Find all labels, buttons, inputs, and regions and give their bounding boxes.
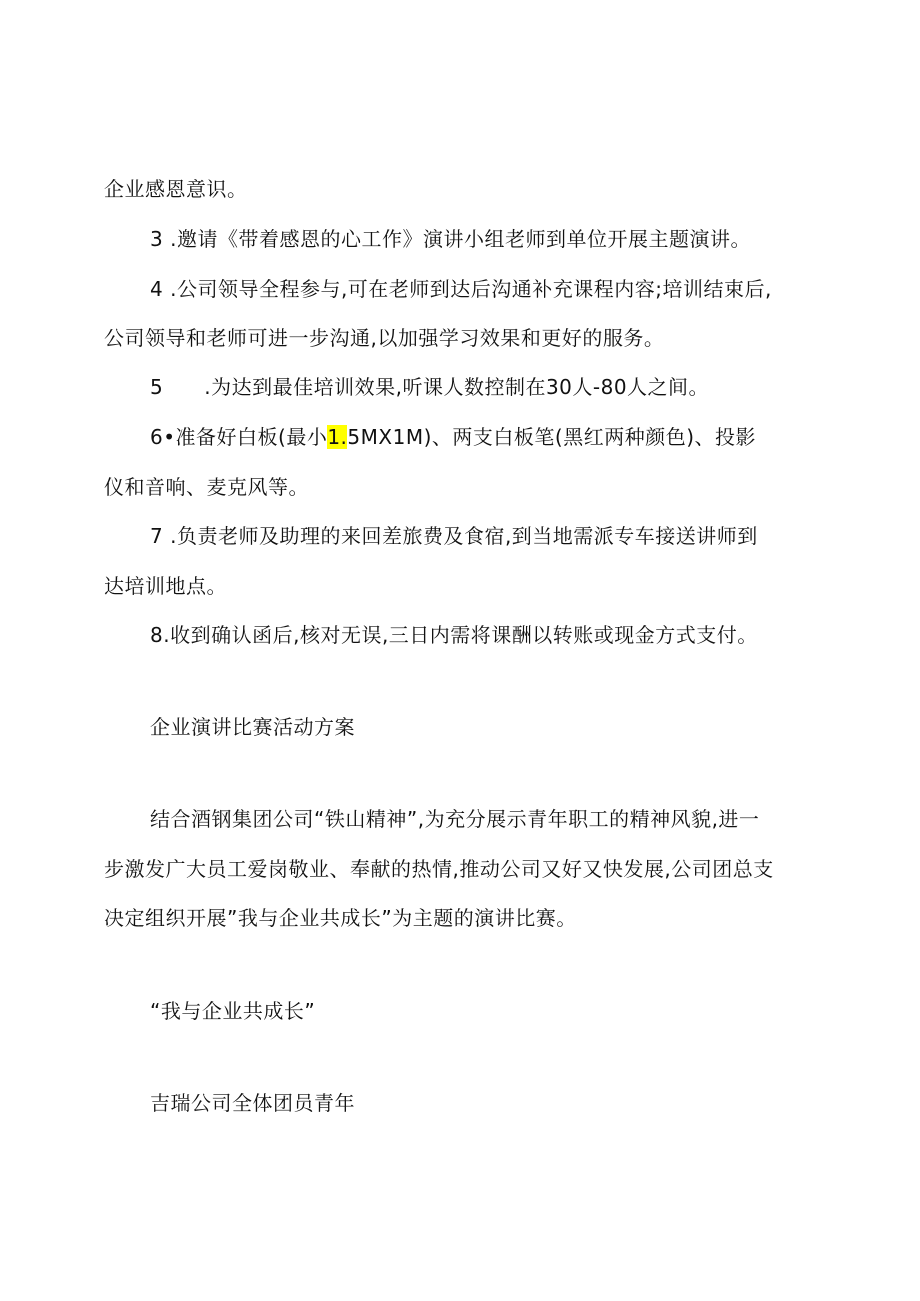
list-item-8: 8.收到确认函后,核对无误,三日内需将课酬以转账或现金方式支付。: [150, 623, 758, 647]
highlighted-text: 1.: [327, 425, 348, 449]
list-item-7: 7 .负责老师及助理的来回差旅费及食宿,到当地需派专车接送讲师到: [150, 524, 758, 548]
text-line: 达培训地点。: [104, 574, 227, 598]
list-item-5: 5 .为达到最佳培训效果,听课人数控制在30人-80人之间。: [150, 375, 710, 399]
participants-line: 吉瑞公司全体团员青年: [150, 1091, 355, 1115]
theme-line: “我与企业共成长”: [150, 999, 316, 1023]
list-item-3: 3 .邀请《带着感恩的心工作》演讲小组老师到单位开展主题演讲。: [150, 227, 751, 251]
paragraph-line: 步激发广大员工爱岗敬业、奉献的热情,推动公司又好又快发展,公司团总支: [104, 857, 774, 881]
paragraph-line: 结合酒钢集团公司“铁山精神”,为充分展示青年职工的精神风貌,进一: [150, 807, 760, 831]
section-title: 企业演讲比赛活动方案: [150, 715, 355, 739]
item6-text-after: 5MX1M)、两支白板笔(黑红两种颜色)、投影: [347, 425, 756, 449]
paragraph-line: 决定组织开展”我与企业共成长”为主题的演讲比赛。: [104, 906, 577, 930]
text-line: 企业感恩意识。: [104, 177, 248, 201]
text-line: 公司领导和老师可进一步沟通,以加强学习效果和更好的服务。: [104, 326, 665, 350]
item6-text-before: 6•准备好白板(最小: [150, 425, 328, 449]
list-item-4: 4 .公司领导全程参与,可在老师到达后沟通补充课程内容;培训结束后,: [150, 277, 772, 301]
text-line: 仪和音响、麦克风等。: [104, 475, 309, 499]
list-item-6: [150, 423, 756, 451]
